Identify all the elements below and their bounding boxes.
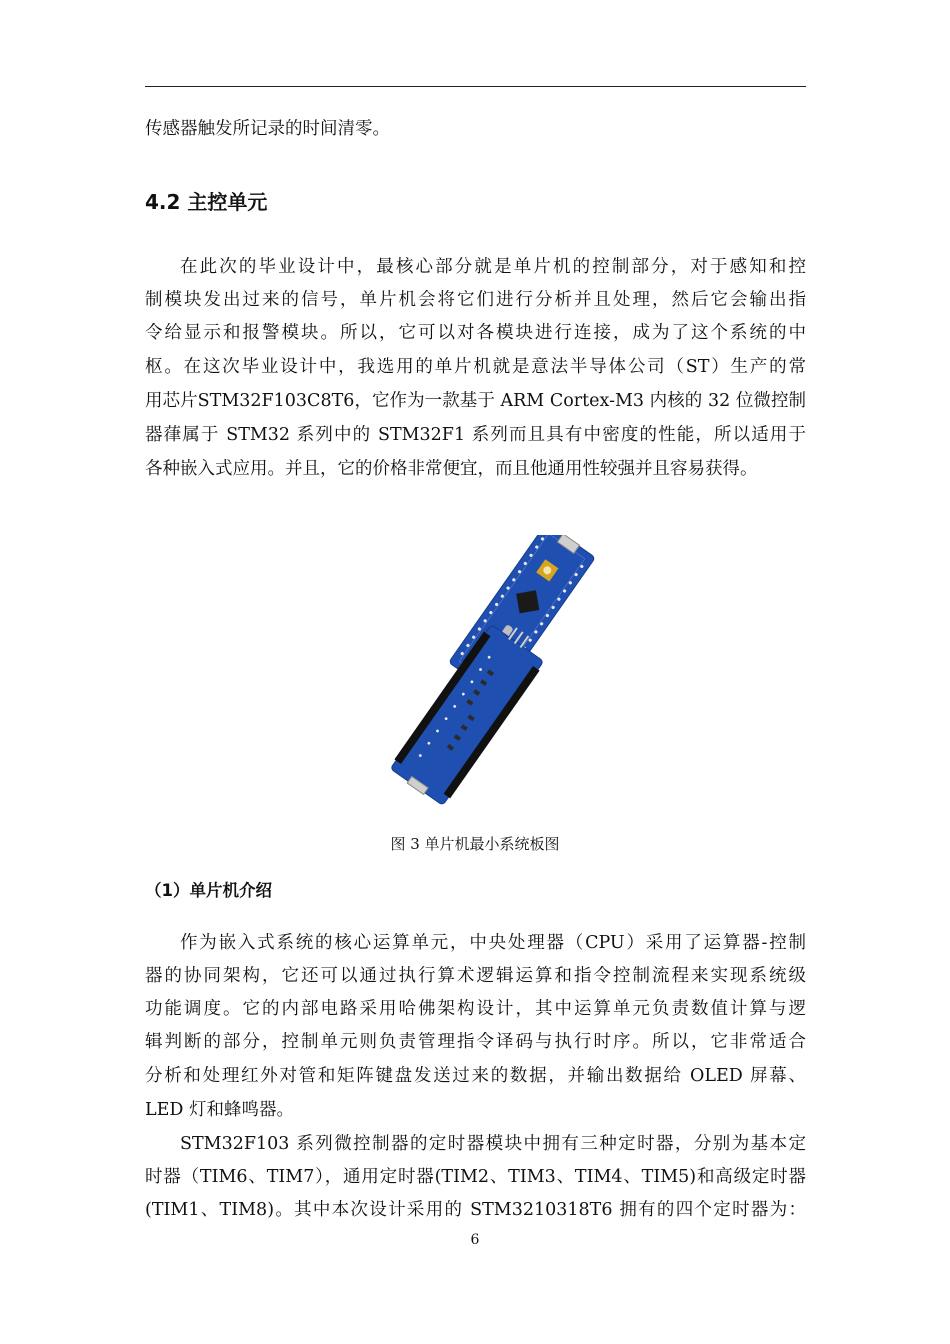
- para2-line: 作为嵌入式系统的核心运算单元，中央处理器（CPU）采用了运算器-控制: [180, 933, 806, 953]
- para1-line: 器葎属于 STM32 系列中的 STM32F1 系列而且具有中密度的性能，所以适用于: [145, 425, 806, 445]
- para2-line: LED 灯和蜂鸣器。: [145, 1100, 294, 1120]
- para1-line: 在此次的毕业设计中，最核心部分就是单片机的控制部分，对于感知和控: [180, 257, 806, 277]
- para3-line: (TIM1、TIM8)。其中本次设计采用的 STM3210318T6 拥有的四个定时器为：: [145, 1200, 806, 1220]
- para1-line: 枢。在这次毕业设计中，我选用的单片机就是意法半导体公司（ST）生产的常: [145, 357, 806, 377]
- intro-line: 传感器触发所记录的时间清零。: [145, 119, 390, 139]
- para1-line: 各种嵌入式应用。并且，它的价格非常便宜，而且他通用性较强并且容易获得。: [145, 459, 758, 479]
- section-heading: 4.2 主控单元: [145, 190, 268, 214]
- para3-line: 时器（TIM6、TIM7），通用定时器(TIM2、TIM3、TIM4、TIM5)和高级定时器: [145, 1167, 806, 1187]
- para1-line: 令给显示和报警模块。所以，它可以对各模块进行连接，成为了这个系统的中: [145, 323, 806, 343]
- para1-line: 制模块发出过来的信号，单片机会将它们进行分析并且处理，然后它会输出指: [145, 290, 806, 310]
- para2-line: 辑判断的部分，控制单元则负责管理指令译码与执行时序。所以，它非常适合: [145, 1032, 806, 1052]
- figure-caption: 图 3 单片机最小系统板图: [390, 835, 560, 853]
- para2-line: 器的协同架构，它还可以通过执行算术逻辑运算和指令控制流程来实现系统级: [145, 966, 806, 986]
- subheading: （1）单片机介绍: [145, 881, 272, 900]
- para2-line: 分析和处理红外对管和矩阵键盘发送过来的数据，并输出数据给 OLED 屏幕、: [145, 1066, 806, 1086]
- page-number: 6: [470, 1232, 480, 1248]
- header-rule: [145, 86, 806, 87]
- para1-line: 用芯片STM32F103C8T6，它作为一款基于 ARM Cortex-M3 内核的 32 位微控制: [145, 391, 806, 411]
- para2-line: 功能调度。它的内部电路采用哈佛架构设计，其中运算单元负责数值计算与逻: [145, 999, 806, 1019]
- board-photo: [372, 535, 617, 805]
- para3-line: STM32F103 系列微控制器的定时器模块中拥有三种定时器，分别为基本定: [180, 1134, 806, 1154]
